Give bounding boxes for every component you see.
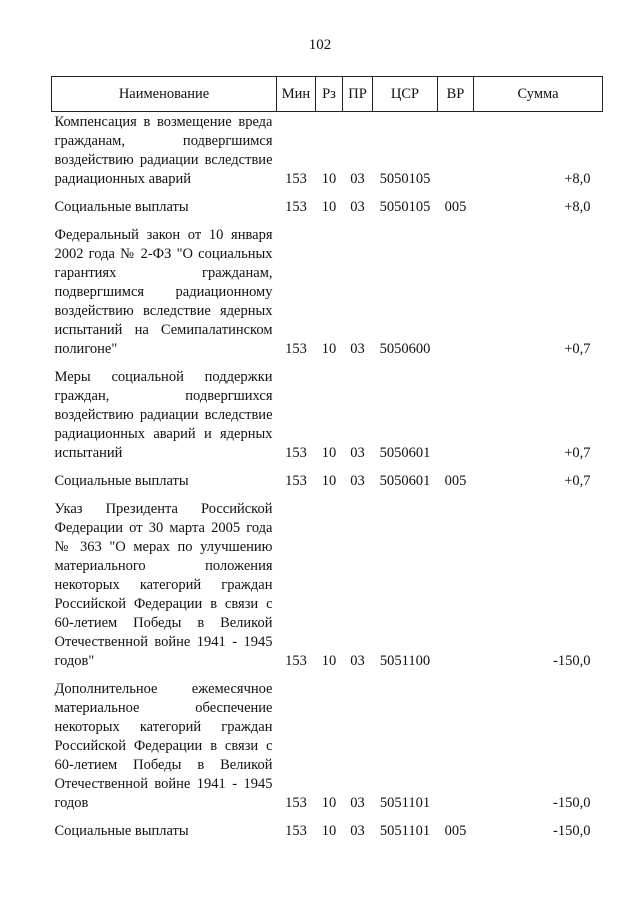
row-vr bbox=[438, 494, 474, 674]
row-vr bbox=[438, 220, 474, 362]
row-rz: 10 bbox=[321, 445, 337, 461]
row-name: Социальные выплаты bbox=[54, 199, 189, 215]
row-rz: 10 bbox=[321, 823, 337, 839]
row-rz: 10 bbox=[321, 653, 337, 669]
row-pr: 03 bbox=[350, 653, 365, 669]
row-sum: +0,7 bbox=[564, 473, 591, 489]
row-rz: 10 bbox=[321, 341, 337, 357]
table-row bbox=[52, 494, 603, 674]
page-number: 102 bbox=[308, 37, 332, 53]
row-pr: 03 bbox=[350, 341, 365, 357]
row-min: 153 bbox=[285, 823, 307, 839]
row-rz: 10 bbox=[321, 795, 337, 811]
table-row bbox=[52, 112, 603, 193]
row-name: Указ Президента Российской Федерации от 30 марта 2005 года № 363 "О мерах по улучшению материального положения некоторых категорий граждан Российской Федерации в связи с 60-летием Победы в Великой Отечественной войне 1941 - 1945 годов" bbox=[54, 501, 273, 669]
row-min: 153 bbox=[285, 473, 307, 489]
row-csr: 5051100 bbox=[379, 653, 431, 669]
row-vr: 005 bbox=[444, 823, 467, 839]
row-sum: +8,0 bbox=[564, 171, 591, 187]
table-row bbox=[52, 362, 603, 466]
row-csr: 5051101 bbox=[379, 795, 431, 811]
row-name: Социальные выплаты bbox=[54, 823, 189, 839]
header-pr: ПР bbox=[343, 77, 373, 112]
row-csr: 5050105 bbox=[379, 171, 431, 187]
header-csr: ЦСР bbox=[373, 77, 438, 112]
row-vr bbox=[438, 674, 474, 816]
table-row bbox=[52, 466, 603, 494]
row-pr: 03 bbox=[350, 199, 365, 215]
row-vr: 005 bbox=[444, 473, 467, 489]
row-pr: 03 bbox=[350, 823, 365, 839]
row-sum: +0,7 bbox=[564, 445, 591, 461]
row-pr: 03 bbox=[350, 473, 365, 489]
table-row bbox=[52, 674, 603, 816]
row-sum: -150,0 bbox=[553, 823, 591, 839]
row-vr bbox=[438, 362, 474, 466]
row-min: 153 bbox=[285, 795, 307, 811]
row-csr: 5050601 bbox=[379, 473, 431, 489]
row-vr: 005 bbox=[444, 199, 467, 215]
row-pr: 03 bbox=[350, 171, 365, 187]
row-min: 153 bbox=[285, 199, 307, 215]
row-pr: 03 bbox=[350, 795, 365, 811]
table-body bbox=[52, 112, 603, 845]
row-vr bbox=[438, 112, 474, 193]
row-min: 153 bbox=[285, 171, 307, 187]
row-sum: +8,0 bbox=[564, 199, 591, 215]
row-csr: 5050600 bbox=[379, 341, 431, 357]
row-rz: 10 bbox=[321, 473, 337, 489]
row-rz: 10 bbox=[321, 199, 337, 215]
row-name: Компенсация в возмещение вреда гражданам, подвергшимся воздействию радиации вследствие радиационных аварий bbox=[54, 114, 273, 187]
row-min: 153 bbox=[285, 653, 307, 669]
budget-table bbox=[51, 76, 603, 844]
row-csr: 5050105 bbox=[379, 199, 431, 215]
row-pr: 03 bbox=[350, 445, 365, 461]
row-rz: 10 bbox=[321, 171, 337, 187]
row-csr: 5050601 bbox=[379, 445, 431, 461]
table-row bbox=[52, 816, 603, 844]
row-csr: 5051101 bbox=[379, 823, 431, 839]
row-name: Дополнительное ежемесячное материальное обеспечение некоторых категорий граждан Российской Федерации в связи с 60-летием Победы в Великой Отечественной войне 1941 - 1945 годов bbox=[54, 681, 273, 811]
header-name: Наименование bbox=[52, 77, 277, 112]
row-name: Федеральный закон от 10 января 2002 года № 2-ФЗ "О социальных гарантиях гражданам, подвергшимся радиационному воздействию вследствие ядерных испытаний на Семипалатинском полигоне" bbox=[54, 227, 273, 357]
row-min: 153 bbox=[285, 445, 307, 461]
header-vr: ВР bbox=[438, 77, 474, 112]
row-name: Социальные выплаты bbox=[54, 473, 189, 489]
row-sum: -150,0 bbox=[553, 653, 591, 669]
table-row bbox=[52, 220, 603, 362]
header-sum: Сумма bbox=[474, 77, 603, 112]
header-rz: Рз bbox=[316, 77, 343, 112]
row-sum: -150,0 bbox=[553, 795, 591, 811]
row-min: 153 bbox=[285, 341, 307, 357]
row-sum: +0,7 bbox=[564, 341, 591, 357]
row-name: Меры социальной поддержки граждан, подвергшихся воздействию радиации вследствие радиационных аварий и ядерных испытаний bbox=[54, 369, 273, 461]
table-row bbox=[52, 192, 603, 220]
table-header bbox=[52, 77, 603, 112]
header-min: Мин bbox=[277, 77, 316, 112]
